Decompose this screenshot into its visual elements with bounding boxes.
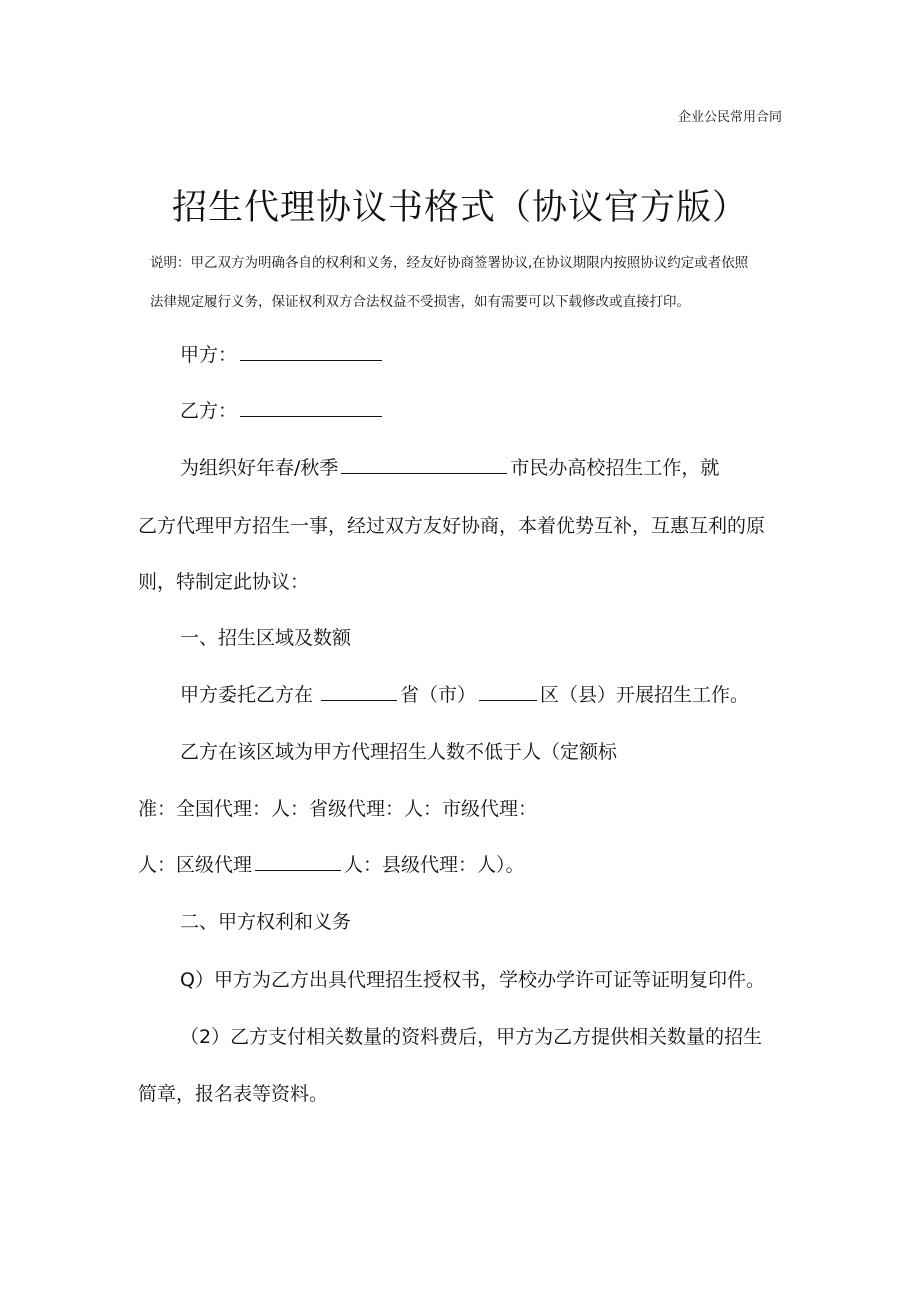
intro-line-2: 乙方代理甲方招生一事，经过双方友好协商，本着优势互补，互惠互利的原 [138, 515, 766, 537]
section-1-para-2-line-3 [138, 850, 525, 877]
party-a-label: 甲方： [180, 344, 238, 366]
section-1-para-2-line-2: 准：全国代理：人：省级代理：人：市级代理： [138, 798, 538, 820]
section-1-para-2-line-1: 乙方在该区域为甲方代理招生人数不低于人（定额标 [180, 741, 618, 763]
s1-p2-text-2: 人：县级代理：人）。 [344, 854, 525, 876]
document-title: 招生代理协议书格式（协议官方版） [171, 188, 748, 228]
section-2-item-2-line-1: （2）乙方支付相关数量的资料费后，甲方为乙方提供相关数量的招生 [180, 1026, 763, 1048]
party-b-line [180, 396, 385, 423]
party-a-line [180, 340, 385, 367]
note-line-2: 法律规定履行义务，保证权利双方合法权益不受损害，如有需要可以下载修改或直接打印。 [150, 294, 690, 310]
intro-line-3: 则，特制定此协议： [138, 571, 310, 593]
intro-text-1: 为组织好年春/秋季 [180, 457, 339, 479]
s1-p1-text-2: 省（市） [400, 684, 477, 706]
section-2-item-2-line-2: 简章，报名表等资料。 [138, 1083, 329, 1105]
s1-p1-text-1: 甲方委托乙方在 [180, 684, 314, 706]
district-blank[interactable] [479, 682, 537, 701]
header-tag: 企业公民常用合同 [678, 110, 783, 125]
section-1-heading: 一、招生区域及数额 [180, 627, 352, 649]
party-b-blank[interactable] [240, 398, 382, 417]
party-b-label: 乙方： [180, 400, 238, 422]
party-a-blank[interactable] [240, 342, 382, 361]
section-1-para-1 [180, 680, 749, 707]
season-blank[interactable] [341, 455, 507, 474]
s1-p1-text-3: 区（县）开展招生工作。 [540, 684, 750, 706]
intro-line-1 [180, 453, 719, 480]
section-2-heading: 二、甲方权利和义务 [180, 911, 352, 933]
note-line-1: 说明：甲乙双方为明确各自的权利和义务，经友好协商签署协议,在协议期限内按照协议约定或者依照 [150, 255, 749, 271]
section-2-item-1: Q）甲方为乙方出具代理招生授权书，学校办学许可证等证明复印件。 [180, 969, 765, 991]
province-blank[interactable] [321, 682, 397, 701]
intro-text-2: 市民办高校招生工作，就 [510, 457, 720, 479]
s1-p2-text-1: 人：区级代理 [138, 854, 253, 876]
district-quota-blank[interactable] [255, 852, 341, 871]
